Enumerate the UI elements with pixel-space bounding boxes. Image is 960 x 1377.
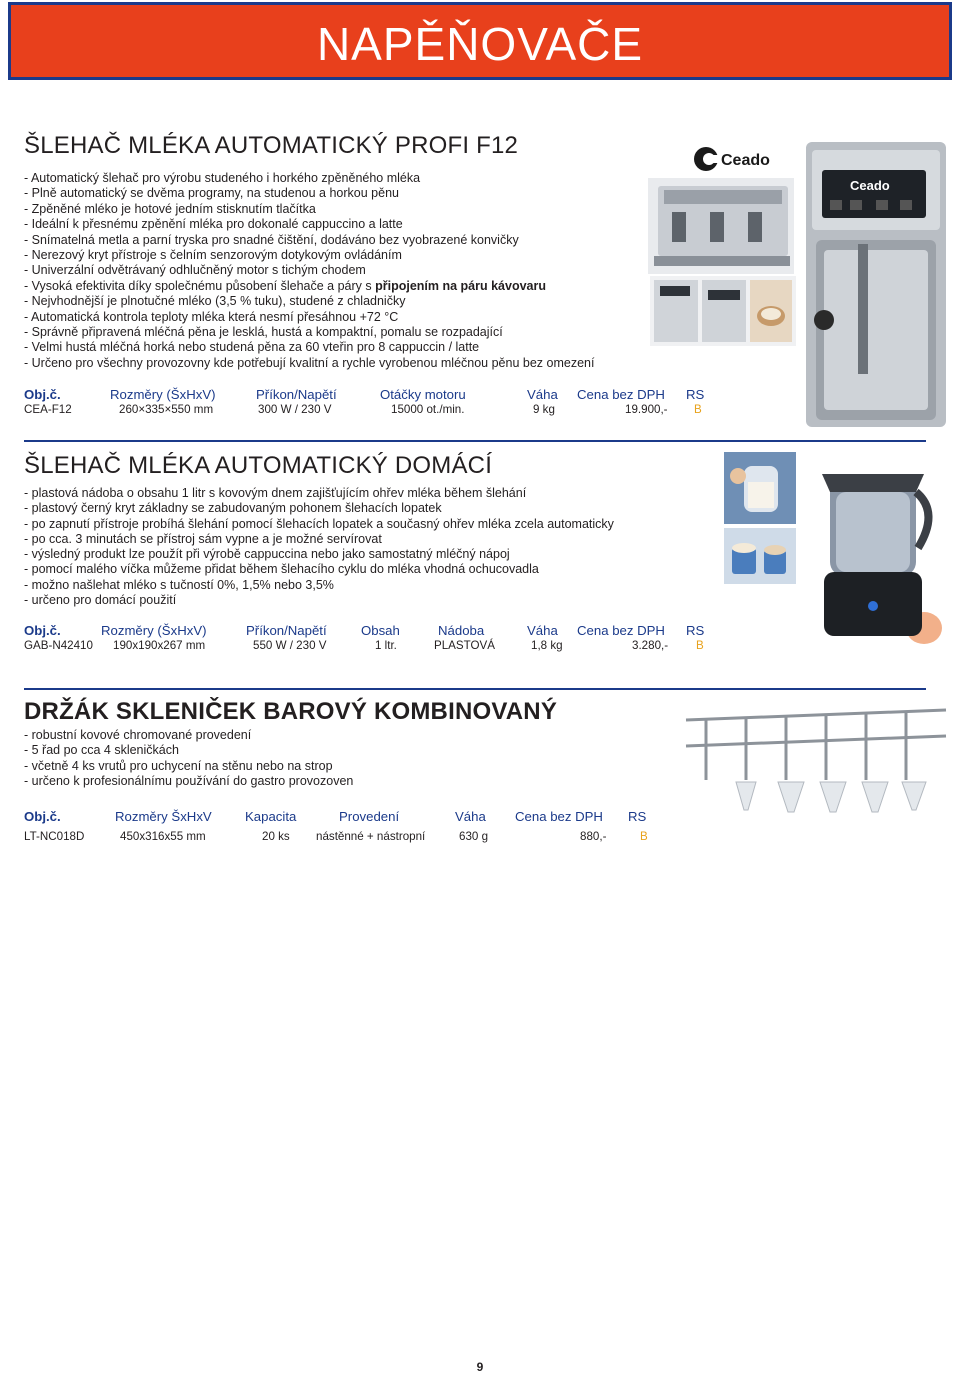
col-header-price: Cena bez DPH [577,623,665,638]
banner-title: NAPĚŇOVAČE [316,18,644,70]
feature: - Nejvhodnější je plnotučné mléko (3,5 % tuku), studené z chladničky [24,294,406,309]
feature: - pomocí malého víčka můžeme přidat během šlehacího cyklu do mléka vhodná ochucovadla [24,562,539,577]
section1-features [24,171,594,371]
glass-holder-photo [676,700,956,820]
cell-power: 550 W / 230 V [253,639,327,652]
col-header-dimensions: Rozměry (ŠxHxV) [101,623,207,638]
col-header-rs: RS [628,809,647,824]
ceado-logo [690,144,780,174]
cappuccino-cups-photo [724,528,796,584]
cell-container: PLASTOVÁ [434,639,496,652]
col-header-order: Obj.č. [24,623,61,638]
feature: - Velmi hustá mléčná horká nebo studená pěna za 60 vteřin pro 8 cappuccin / latte [24,340,480,355]
feature: - Univerzální odvětrávaný odhlučněný motor s tichým chodem [24,263,366,278]
feature: - Zpěněné mléko je hotové jedním stisknutím tlačítka [24,201,316,216]
ceado-frother-photo [796,134,952,432]
cell-mounting: nástěnné + nástropní [316,830,426,843]
col-header-container: Nádoba [438,623,485,638]
cell-weight: 9 kg [533,403,555,416]
cell-order: GAB-N42410 [24,639,93,652]
col-header-capacity: Kapacita [245,809,297,824]
cell-price: 19.900,- [625,403,668,416]
feature-with-bold [24,279,594,294]
cell-weight: 1,8 kg [531,639,563,652]
feature: - určeno k profesionálnímu používání do gastro provozoven [24,773,354,788]
cell-rs: B [640,830,648,843]
cell-order: CEA-F12 [24,403,72,416]
cell-power: 300 W / 230 V [258,403,332,416]
cell-price: 3.280,- [632,639,669,652]
cell-weight: 630 g [459,830,489,843]
feature: - Snímatelná metla a parní tryska pro snadné čištění, dodáváno bez vyobrazené konvičky [24,232,519,247]
col-header-rs: RS [686,623,705,638]
cell-order: LT-NC018D [24,830,85,843]
col-header-weight: Váha [527,623,558,638]
feature: - určeno pro domácí použití [24,593,177,608]
section-divider [24,440,926,442]
feature: - včetně 4 ks vrutů pro uchycení na stěnu nebo na strop [24,758,333,773]
feature: - výsledný produkt lze použít při výrobě cappuccina nebo jako samostatný mléčný nápoj [24,547,510,562]
feature: - Správně připravená mléčná pěna je lesklá, hustá a kompaktní, pomalu se rozpadající [24,325,503,340]
cell-capacity: 20 ks [262,830,290,843]
col-header-order: Obj.č. [24,387,61,402]
machine-logo-text: Ceado [850,178,890,193]
col-header-power: Příkon/Napětí [256,387,337,402]
col-header-rpm: Otáčky motoru [380,387,466,402]
feature: - robustní kovové chromované provedení [24,728,252,742]
espresso-machine-photo [648,178,794,274]
col-header-dimensions: Rozměry ŠxHxV [115,809,212,824]
feature: - plastový černý kryt základny se zabudovaným pohonem šlehacích lopatek [24,501,442,516]
cell-price: 880,- [580,830,607,843]
milk-pouring-photo [724,452,796,524]
feature: - po cca. 3 minutách se přístroj sám vypne a je možné servírovat [24,531,382,546]
col-header-order: Obj.č. [24,809,61,824]
feature: - možno našlehat mléko s tučností 0%, 1,5% nebo 3,5% [24,577,334,592]
feature: - Automatický šlehač pro výrobu studeného i horkého zpěněného mléka [24,171,421,185]
section3-features [24,728,353,789]
feature-bold-text: připojením na páru kávovaru [375,278,547,293]
feature: - Plně automatický se dvěma programy, na studenou a horkou pěnu [24,186,399,201]
cell-dimensions: 190x190x267 mm [113,639,206,652]
cell-dimensions: 450x316x55 mm [120,830,206,843]
home-frother-photo [796,452,944,650]
col-header-weight: Váha [527,387,558,402]
col-header-power: Příkon/Napětí [246,623,327,638]
feature-text: - Vysoká efektivita díky společnému působení šlehače a páry s [24,278,376,293]
section3-title: DRŽÁK SKLENIČEK BAROVÝ KOMBINOVANÝ [24,698,558,725]
page-number: 9 [476,1360,484,1374]
cell-dimensions: 260×335×550 mm [119,403,214,416]
section2-features [24,486,614,608]
cell-rpm: 15000 ot./min. [391,403,465,416]
col-header-rs: RS [686,387,705,402]
section2-title: ŠLEHAČ MLÉKA AUTOMATICKÝ DOMÁCÍ [24,452,493,479]
feature: - Automatická kontrola teploty mléka která nesmí přesáhnou +72 °C [24,309,399,324]
col-header-capacity: Obsah [361,623,400,638]
col-header-price: Cena bez DPH [515,809,603,824]
ceado-logo-text: Ceado [721,152,770,169]
section1-title: ŠLEHAČ MLÉKA AUTOMATICKÝ PROFI F12 [24,132,519,159]
cell-rs: B [694,403,702,416]
feature: - po zapnutí přístroje probíhá šlehání pomocí šlehacích lopatek a současný ohřev mléka zcela automaticky [24,516,614,531]
section-divider [24,688,926,690]
feature: - plastová nádoba o obsahu 1 litr s kovovým dnem zajišťujícím ohřev mléka během šlehání [24,486,527,500]
page-banner [8,2,952,80]
col-header-price: Cena bez DPH [577,387,665,402]
col-header-mounting: Provedení [339,809,400,824]
feature: - Určeno pro všechny provozovny kde potřebují kvalitní a rychle vyrobenou mléčnou pěnu bez omezení [24,355,595,370]
cell-rs: B [696,639,704,652]
col-header-weight: Váha [455,809,486,824]
feature: - 5 řad po cca 4 skleničkách [24,743,179,758]
feature: - Ideální k přesnému zpěnění mléka pro dokonalé cappuccino a latte [24,217,403,232]
col-header-dimensions: Rozměry (ŠxHxV) [110,387,216,402]
feature: - Nerezový kryt přístroje s čelním senzorovým dotykovým ovládáním [24,248,402,263]
frother-detail-photos [650,276,796,346]
cell-capacity: 1 ltr. [375,639,397,652]
